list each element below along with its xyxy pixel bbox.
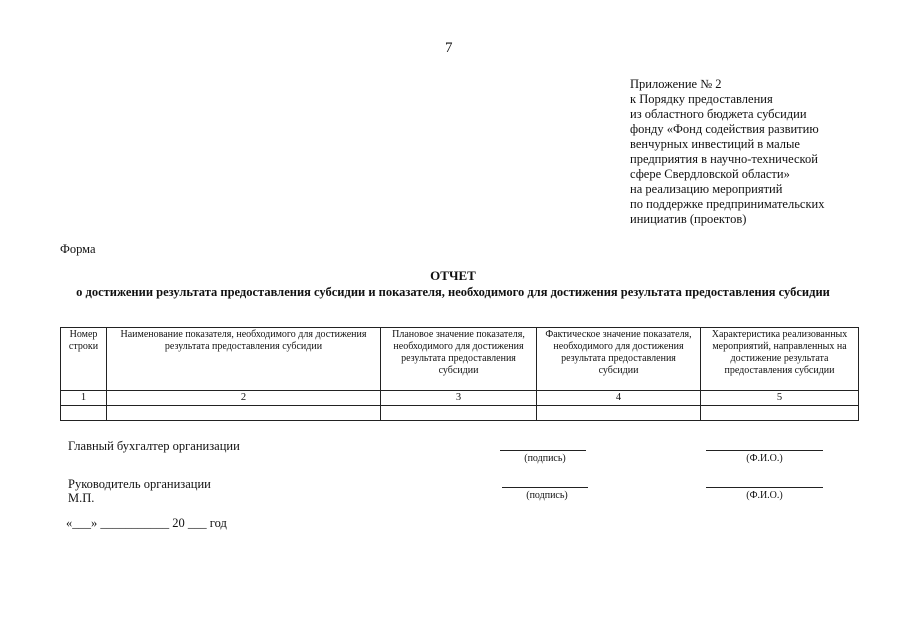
- column-number: 3: [381, 391, 537, 406]
- header-characteristics: Характеристика реализованных мероприятий, направленных на достижение результата предоставления субсидии: [701, 328, 859, 391]
- column-number: 4: [537, 391, 701, 406]
- appendix-line: на реализацию мероприятий: [630, 182, 783, 196]
- page-number: 7: [445, 40, 453, 56]
- table-cell: [107, 406, 381, 421]
- report-table: [60, 327, 859, 421]
- report-title: ОТЧЕТ: [430, 268, 476, 283]
- name-hint: (Ф.И.О.): [746, 453, 783, 464]
- name-line: [706, 450, 823, 451]
- appendix-line: к Порядку предоставления: [630, 92, 773, 106]
- table-cell: [537, 406, 701, 421]
- table-row: [61, 391, 859, 406]
- appendix-line: предприятия в научно-технической: [630, 152, 818, 166]
- head-label: Руководитель организации: [68, 477, 211, 491]
- header-row-number: Номер строки: [61, 328, 107, 391]
- header-actual-value: Фактическое значение показателя, необходимого для достижения результата предоставления субсидии: [537, 328, 701, 391]
- appendix-line: из областного бюджета субсидии: [630, 107, 807, 121]
- stamp-label: М.П.: [68, 491, 95, 505]
- table-cell: [701, 406, 859, 421]
- table-cell: [61, 406, 107, 421]
- header-planned-value: Плановое значение показателя, необходимого для достижения результата предоставления субсидии: [381, 328, 537, 391]
- signature-hint: (подпись): [526, 490, 568, 501]
- chief-accountant-label: Главный бухгалтер организации: [68, 439, 240, 453]
- signature-hint: (подпись): [524, 453, 566, 464]
- table-cell: [381, 406, 537, 421]
- name-line: [706, 487, 823, 488]
- table-row: [61, 406, 859, 421]
- appendix-block: [630, 77, 824, 227]
- column-number: 2: [107, 391, 381, 406]
- appendix-line: фонду «Фонд содействия развитию: [630, 122, 819, 136]
- appendix-line: венчурных инвестиций в малые: [630, 137, 800, 151]
- column-number: 5: [701, 391, 859, 406]
- appendix-line: по поддержке предпринимательских: [630, 197, 825, 211]
- appendix-line: сфере Свердловской области»: [630, 167, 790, 181]
- table-header-row: [61, 328, 859, 391]
- date-line: «___» ___________ 20 ___ год: [66, 516, 227, 530]
- signature-line: [500, 450, 586, 451]
- column-number: 1: [61, 391, 107, 406]
- header-indicator-name: Наименование показателя, необходимого для достижения результата предоставления субсидии: [107, 328, 381, 391]
- name-hint: (Ф.И.О.): [746, 490, 783, 501]
- signature-line: [502, 487, 588, 488]
- appendix-line: Приложение № 2: [630, 77, 722, 91]
- report-subtitle: о достижении результата предоставления субсидии и показателя, необходимого для достижения результата предоставления субсидии: [76, 285, 830, 299]
- appendix-line: инициатив (проектов): [630, 212, 747, 226]
- form-label: Форма: [60, 242, 96, 256]
